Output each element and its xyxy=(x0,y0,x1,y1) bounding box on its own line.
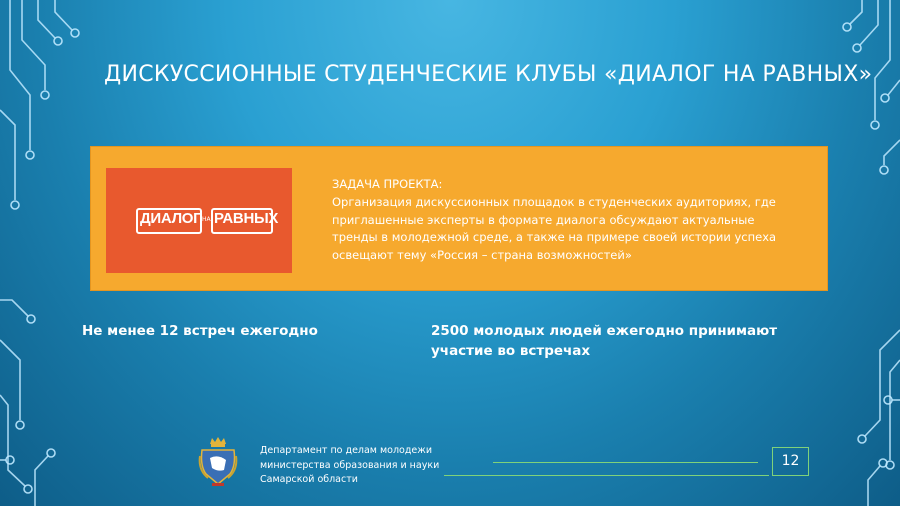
department-name xyxy=(260,444,439,488)
stat-meetings: Не менее 12 встреч ежегодно xyxy=(82,323,318,339)
task-heading: ЗАДАЧА ПРОЕКТА: xyxy=(332,177,443,191)
footer-line-lower xyxy=(444,475,769,476)
slide-title: ДИСКУССИОННЫЕ СТУДЕНЧЕСКИЕ КЛУБЫ «ДИАЛОГ НА РАВНЫХ» xyxy=(104,62,873,87)
department-line-3: Самарской области xyxy=(260,474,358,485)
department-line-1: Департамент по делам молодежи xyxy=(260,445,433,456)
department-line-2: министерства образования и науки xyxy=(260,459,440,471)
logo-word-2: РАВНЫХ xyxy=(214,210,279,227)
task-description: Организация дискуссионных площадок в студенческих аудиториях, где приглашенные эксперты в формате диалога обсуждают актуальные тренды в молодежной среде, а также на примере своей истории успеха освещают тему «Россия – страна возможностей» xyxy=(332,195,777,262)
page-number: 12 xyxy=(772,447,809,476)
project-panel xyxy=(90,146,828,291)
logo-word-1: ДИАЛОГ xyxy=(140,210,202,227)
dialog-logo xyxy=(106,168,292,273)
stat-participants: 2500 молодых людей ежегодно принимают участие во встречах xyxy=(431,323,778,359)
logo-connector: НА xyxy=(202,216,211,223)
footer-line-upper xyxy=(493,462,758,463)
samara-emblem-icon xyxy=(198,436,238,488)
